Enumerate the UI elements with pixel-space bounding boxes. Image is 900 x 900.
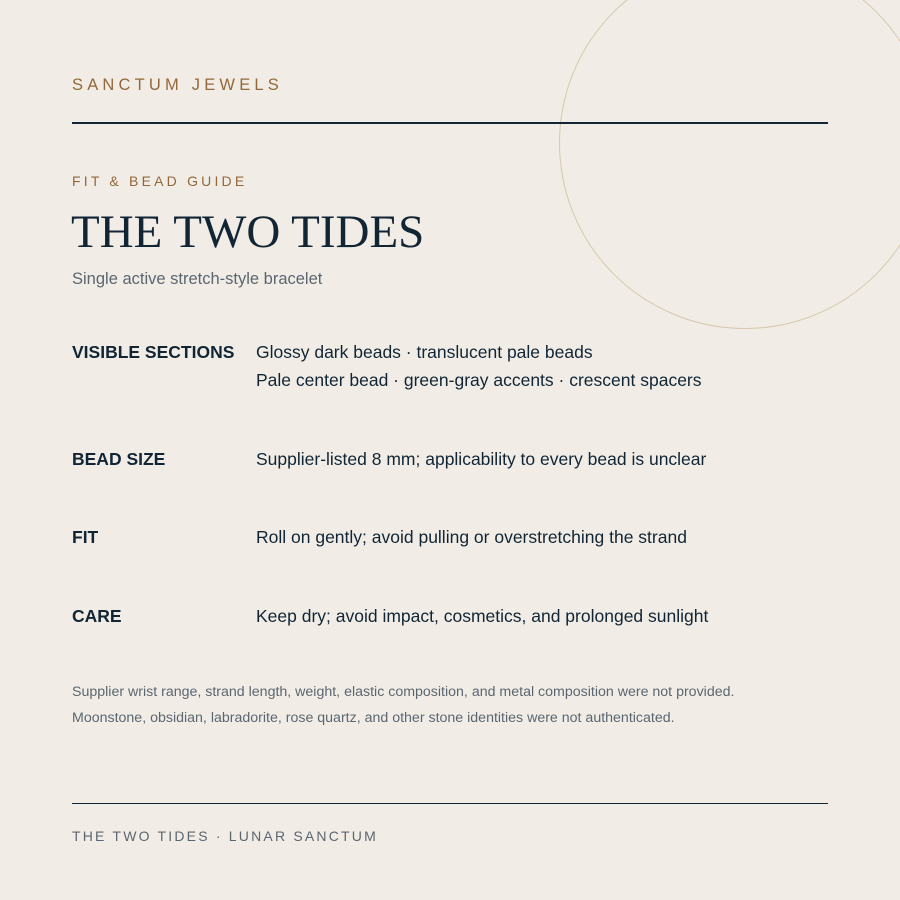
footer-divider (72, 803, 828, 804)
disclaimer-note-1: Supplier wrist range, strand length, weight, elastic composition, and metal composition were not provided. (72, 684, 735, 700)
spec-value-care: Keep dry; avoid impact, cosmetics, and prolonged sunlight (256, 606, 709, 626)
header-divider (72, 122, 828, 124)
decorative-circle (559, 0, 900, 329)
page-subtitle: Single active stretch-style bracelet (72, 270, 323, 288)
spec-value-fit: Roll on gently; avoid pulling or overstretching the strand (256, 527, 687, 547)
spec-value-visible-sections-line-1: Glossy dark beads · translucent pale beads (256, 342, 593, 362)
disclaimer-note-2: Moonstone, obsidian, labradorite, rose quartz, and other stone identities were not authenticated. (72, 710, 675, 726)
spec-label-visible-sections: VISIBLE SECTIONS (72, 342, 235, 362)
spec-value-visible-sections-line-2: Pale center bead · green-gray accents · crescent spacers (256, 370, 702, 390)
spec-value-bead-size: Supplier-listed 8 mm; applicability to every bead is unclear (256, 449, 707, 469)
page-title: THE TWO TIDES (71, 206, 425, 258)
spec-label-bead-size: BEAD SIZE (72, 449, 166, 469)
spec-label-fit: FIT (72, 527, 99, 547)
footer-text: THE TWO TIDES · LUNAR SANCTUM (72, 828, 378, 844)
guide-eyebrow: FIT & BEAD GUIDE (72, 173, 248, 189)
spec-label-care: CARE (72, 606, 122, 626)
brand-name: SANCTUM JEWELS (72, 76, 283, 94)
